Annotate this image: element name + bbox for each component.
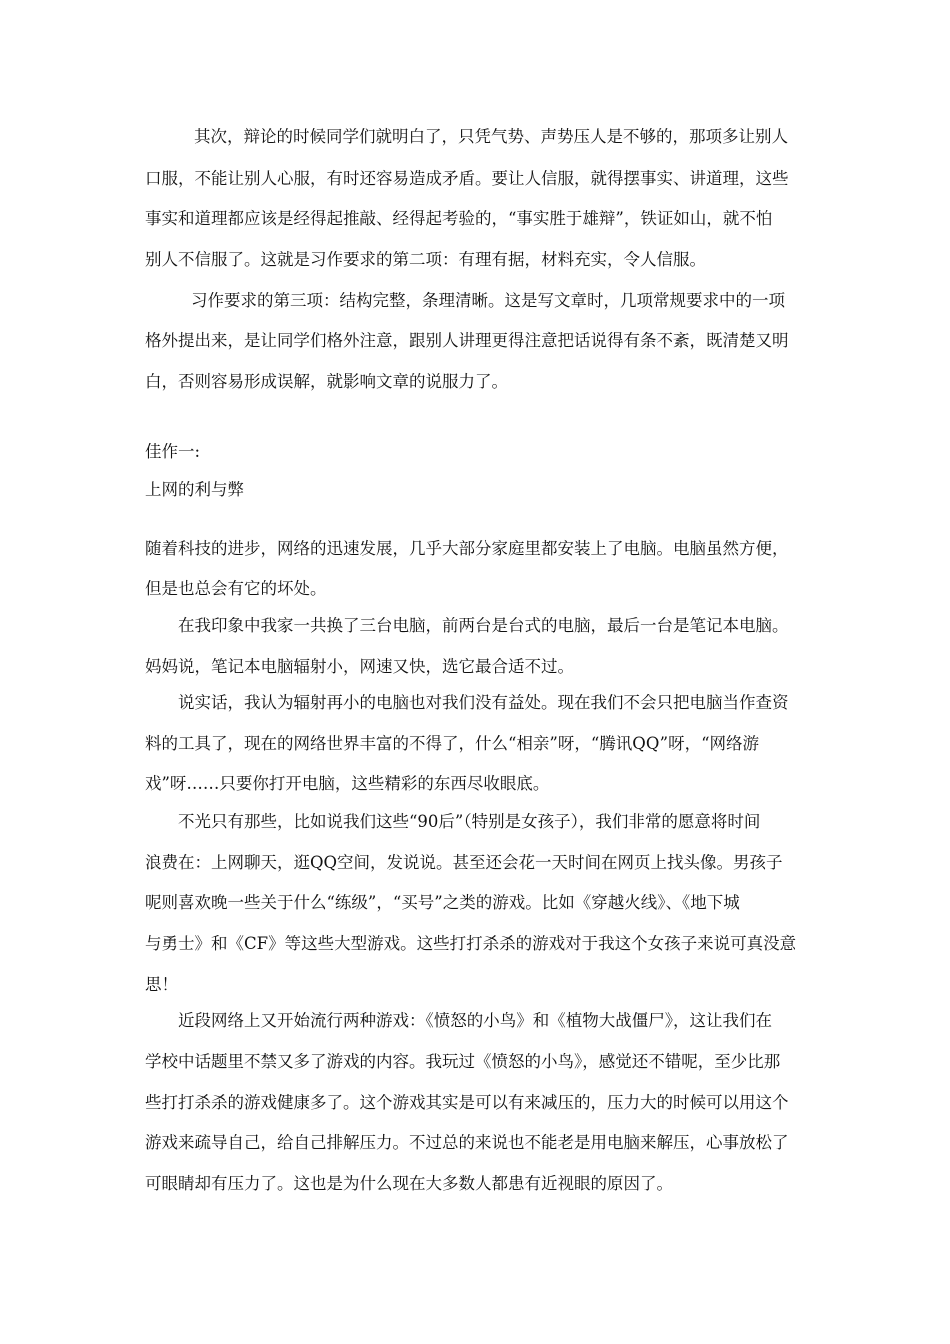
essay-p4-line-2: 浪费在：上网聊天，逛QQ空间，发说说。甚至还会花一天时间在网页上找头像。男孩子 (145, 853, 783, 872)
section1-line-1: 其次，辩论的时候同学们就明白了，只凭气势、声势压人是不够的，那项多让别人 (194, 127, 788, 146)
essay-p5-line-3: 些打打杀杀的游戏健康多了。这个游戏其实是可以有来减压的，压力大的时候可以用这个 (145, 1093, 789, 1112)
essay-label: 佳作一: (145, 442, 201, 461)
essay-p5-line-1: 近段网络上又开始流行两种游戏：《愤怒的小鸟》和《植物大战僵尸》，这让我们在 (178, 1011, 772, 1030)
section2-line-2: 格外提出来，是让同学们格外注意，跟别人讲理更得注意把话说得有条不紊，既清楚又明 (145, 331, 789, 350)
essay-p3-line-2: 料的工具了，现在的网络世界丰富的不得了，什么“相亲”呀，“腾讯QQ”呀，“网络游 (145, 734, 760, 753)
essay-p5-line-4: 游戏来疏导自己，给自己排解压力。不过总的来说也不能老是用电脑来解压，心事放松了 (145, 1133, 789, 1152)
essay-p1-line-1: 随着科技的进步，网络的迅速发展，几乎大部分家庭里都安装上了电脑。电脑虽然方便， (145, 539, 789, 558)
section1-line-3: 事实和道理都应该是经得起推敲、经得起考验的，“事实胜于雄辩”，铁证如山，就不怕 (145, 209, 773, 228)
essay-p4-line-1: 不光只有那些，比如说我们这些“90后”（特别是女孩子），我们非常的愿意将时间 (178, 812, 761, 831)
essay-p4-line-4: 与勇士》和《CF》等这些大型游戏。这些打打杀杀的游戏对于我这个女孩子来说可真没意 (145, 934, 797, 953)
essay-p4-line-5: 思！ (145, 975, 178, 994)
essay-p2-line-2: 妈妈说，笔记本电脑辐射小，网速又快，选它最合适不过。 (145, 657, 574, 676)
section2-line-3: 白，否则容易形成误解，就影响文章的说服力了。 (145, 372, 508, 391)
section2-line-1: 习作要求的第三项：结构完整，条理清晰。这是写文章时，几项常规要求中的一项 (191, 291, 785, 310)
essay-p3-line-3: 戏”呀……只要你打开电脑，这些精彩的东西尽收眼底。 (145, 774, 550, 793)
section1-line-2: 口服，不能让别人心服，有时还容易造成矛盾。要让人信服，就得摆事实、讲道理，这些 (145, 169, 789, 188)
essay-p5-line-5: 可眼睛却有压力了。这也是为什么现在大多数人都患有近视眼的原因了。 (145, 1174, 673, 1193)
essay-p1-line-2: 但是也总会有它的坏处。 (145, 579, 327, 598)
essay-p5-line-2: 学校中话题里不禁又多了游戏的内容。我玩过《愤怒的小鸟》，感觉还不错呢，至少比那 (145, 1052, 781, 1071)
section1-line-4: 别人不信服了。这就是习作要求的第二项：有理有据，材料充实，令人信服。 (145, 250, 706, 269)
essay-title: 上网的利与弊 (145, 480, 244, 499)
essay-p2-line-1: 在我印象中我家一共换了三台电脑，前两台是台式的电脑，最后一台是笔记本电脑。 (178, 616, 789, 635)
essay-p4-line-3: 呢则喜欢晚一些关于什么“练级”，“买号”之类的游戏。比如《穿越火线》、《地下城 (145, 893, 740, 912)
essay-p3-line-1: 说实话，我认为辐射再小的电脑也对我们没有益处。现在我们不会只把电脑当作查资 (178, 693, 789, 712)
